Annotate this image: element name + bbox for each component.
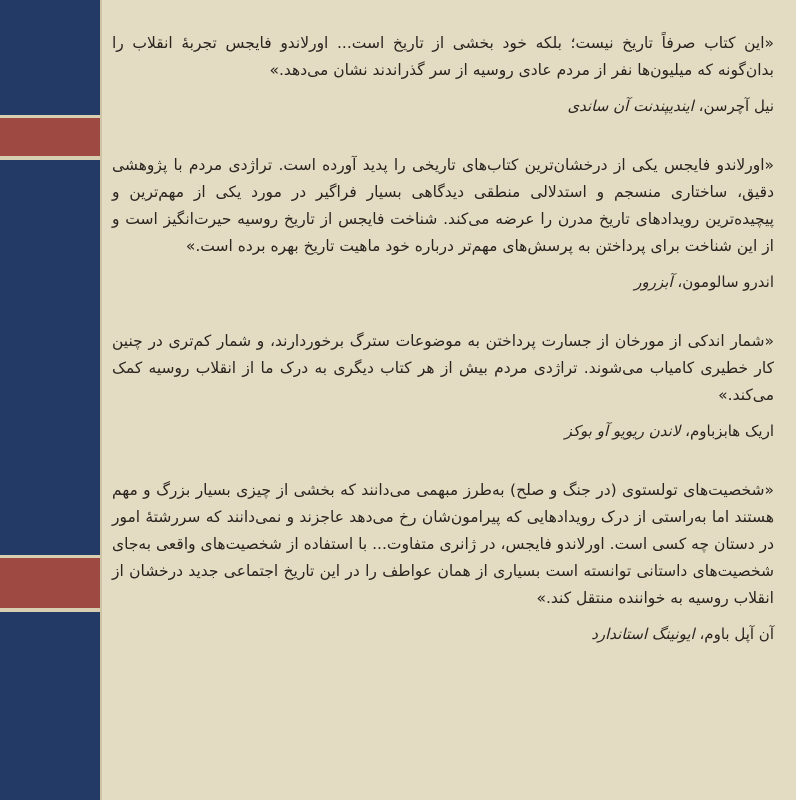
spine-stripe-navy (0, 0, 100, 115)
blurb-attribution (112, 94, 774, 118)
book-spine (0, 0, 100, 800)
blurb-attribution (112, 419, 774, 443)
blurb-publication: ایونینگ استاندارد (591, 625, 695, 643)
blurb-quote: «شخصیت‌های تولستوی (در جنگ و صلح) به‌طرز مبهمی می‌دانند که بخشی از چیزی بسیار بزرگ و مهم هستند اما به‌راستی از درک رویدادهایی که پیرامون‌شان رخ می‌دهد عاجزند و نمی‌دانند که سررشتهٔ امور در دستان چه کسی است. اورلاندو فایجس، در ژانری متفاوت... با استفاده از شخصیت‌های واقعی به‌جای شخصیت‌های داستانی توانسته است بسیاری از همان عواطف را در این تاریخ اجتماعی جدید درخشان از انقلاب روسیه به خواننده منتقل کند.» (112, 481, 774, 607)
back-cover-blurbs (112, 30, 774, 646)
spine-stripe-navy (0, 160, 100, 555)
blurb (112, 152, 774, 294)
blurb-author: نیل آچرسن، (698, 97, 774, 115)
blurb-publication: آبزرور (634, 273, 673, 291)
blurb-quote: «شمار اندکی از مورخان از جسارت پرداختن به موضوعات سترگ برخوردارند، و شمار کم‌تری در چنین کار خطیری کامیاب می‌شوند. تراژدی مردم بیش از هر کتاب دیگری به درک ما از انقلاب روسیه کمک می‌کند.» (112, 332, 774, 404)
blurb-publication: لاندن ریویو آو بوکز (564, 422, 681, 440)
blurb-author: اریک هابزباوم، (685, 422, 774, 440)
blurb (112, 30, 774, 118)
blurb-attribution (112, 270, 774, 294)
blurb-attribution (112, 622, 774, 646)
blurb (112, 477, 774, 646)
spine-stripe-navy (0, 612, 100, 800)
blurb (112, 328, 774, 443)
blurb-publication: ایندیپندنت آن ساندی (567, 97, 694, 115)
blurb-author: اندرو سالومون، (677, 273, 774, 291)
blurb-quote: «این کتاب صرفاً تاریخ نیست؛ بلکه خود بخشی از تاریخ است... اورلاندو فایجس تجربهٔ انقلاب را بدان‌گونه که میلیون‌ها نفر از مردم عادی روسیه از سر گذراندند نشان می‌دهد.» (112, 34, 774, 79)
blurb-quote: «اورلاندو فایجس یکی از درخشان‌ترین کتاب‌های تاریخی را پدید آورده است. تراژدی مردم با پژوهشی دقیق، ساختاری منسجم و استدلالی منطقی دیدگاهی بسیار فراگیر در مورد یکی از مهم‌ترین و پیچیده‌ترین رویدادهای تاریخ مدرن را عرضه می‌کند. شناخت فایجس از تاریخ روسیه حیرت‌انگیز است و از این شناخت برای پرداختن به پرسش‌های مهم‌تر درباره خود ماهیت تاریخ بهره برده است.» (112, 156, 774, 255)
spine-stripe-red (0, 118, 100, 156)
blurb-author: آن آپل باوم، (699, 625, 774, 643)
spine-stripe-red (0, 558, 100, 608)
spine-edge (100, 0, 102, 800)
